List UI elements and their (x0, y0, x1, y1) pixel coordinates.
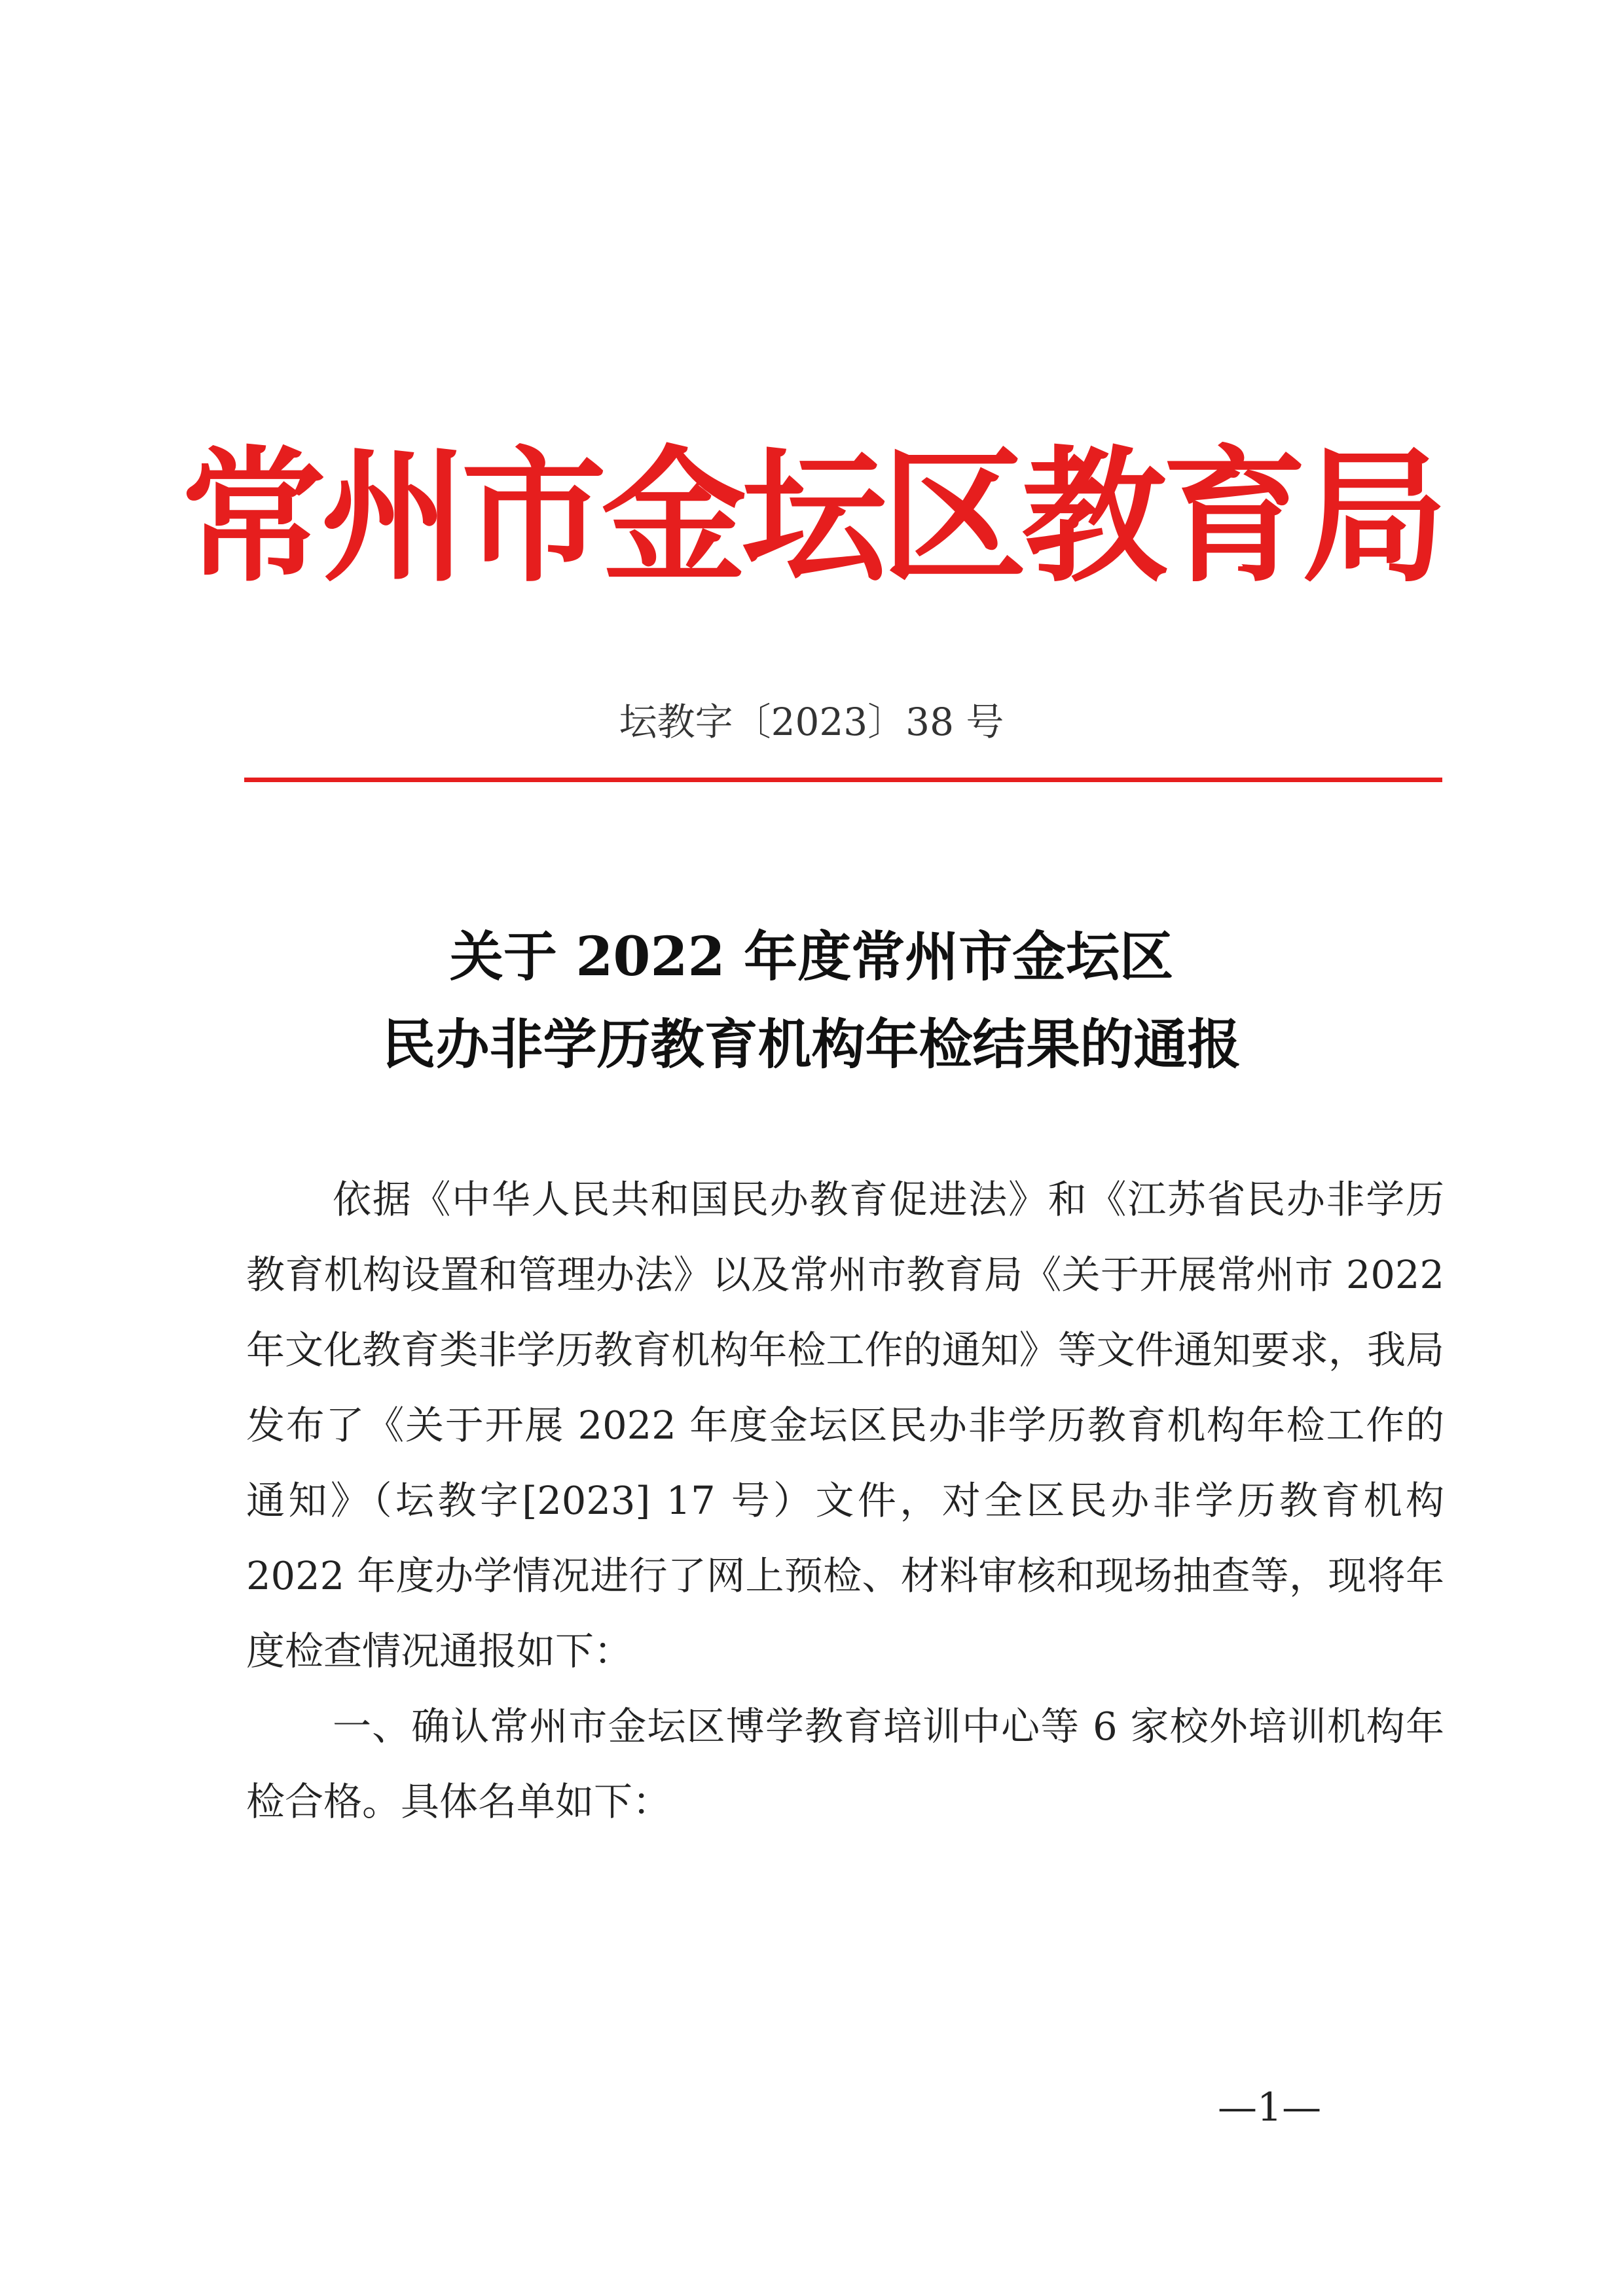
document-title-line-2: 民办非学历教育机构年检结果的通报 (382, 1013, 1241, 1076)
document-title (0, 913, 1623, 1088)
red-divider-line (244, 778, 1442, 782)
body-paragraph-2: 一、确认常州市金坛区博学教育培训中心等 6 家校外培训机构年检合格。具体名单如下： (246, 1704, 1444, 1824)
document-number: 坛教字〔2023〕38 号 (619, 700, 1004, 744)
page-number: —1— (1218, 2085, 1322, 2130)
body-paragraph-1: 依据《中华人民共和国民办教育促进法》和《江苏省民办非学历教育机构设置和管理办法》以及常州市教育局《关于开展常州市 2022 年文化教育类非学历教育机构年检工作的通知》等文件通知要求，我局发布了《关于开展 2022 年度金坛区民办非学历教育机构年检工作的通知》（坛教字[2023] 17 号）文件，对全区民办非学历教育机构 2022 年度办学情况进行了网上预检、材料审核和现场抽查等，现将年度检查情况通报如下： (246, 1177, 1444, 1674)
issuer-masthead: 常州市金坛区教育局 (181, 432, 1442, 602)
document-title-line-1: 关于 2022 年度常州市金坛区 (449, 925, 1174, 988)
document-body (246, 1162, 1444, 1839)
